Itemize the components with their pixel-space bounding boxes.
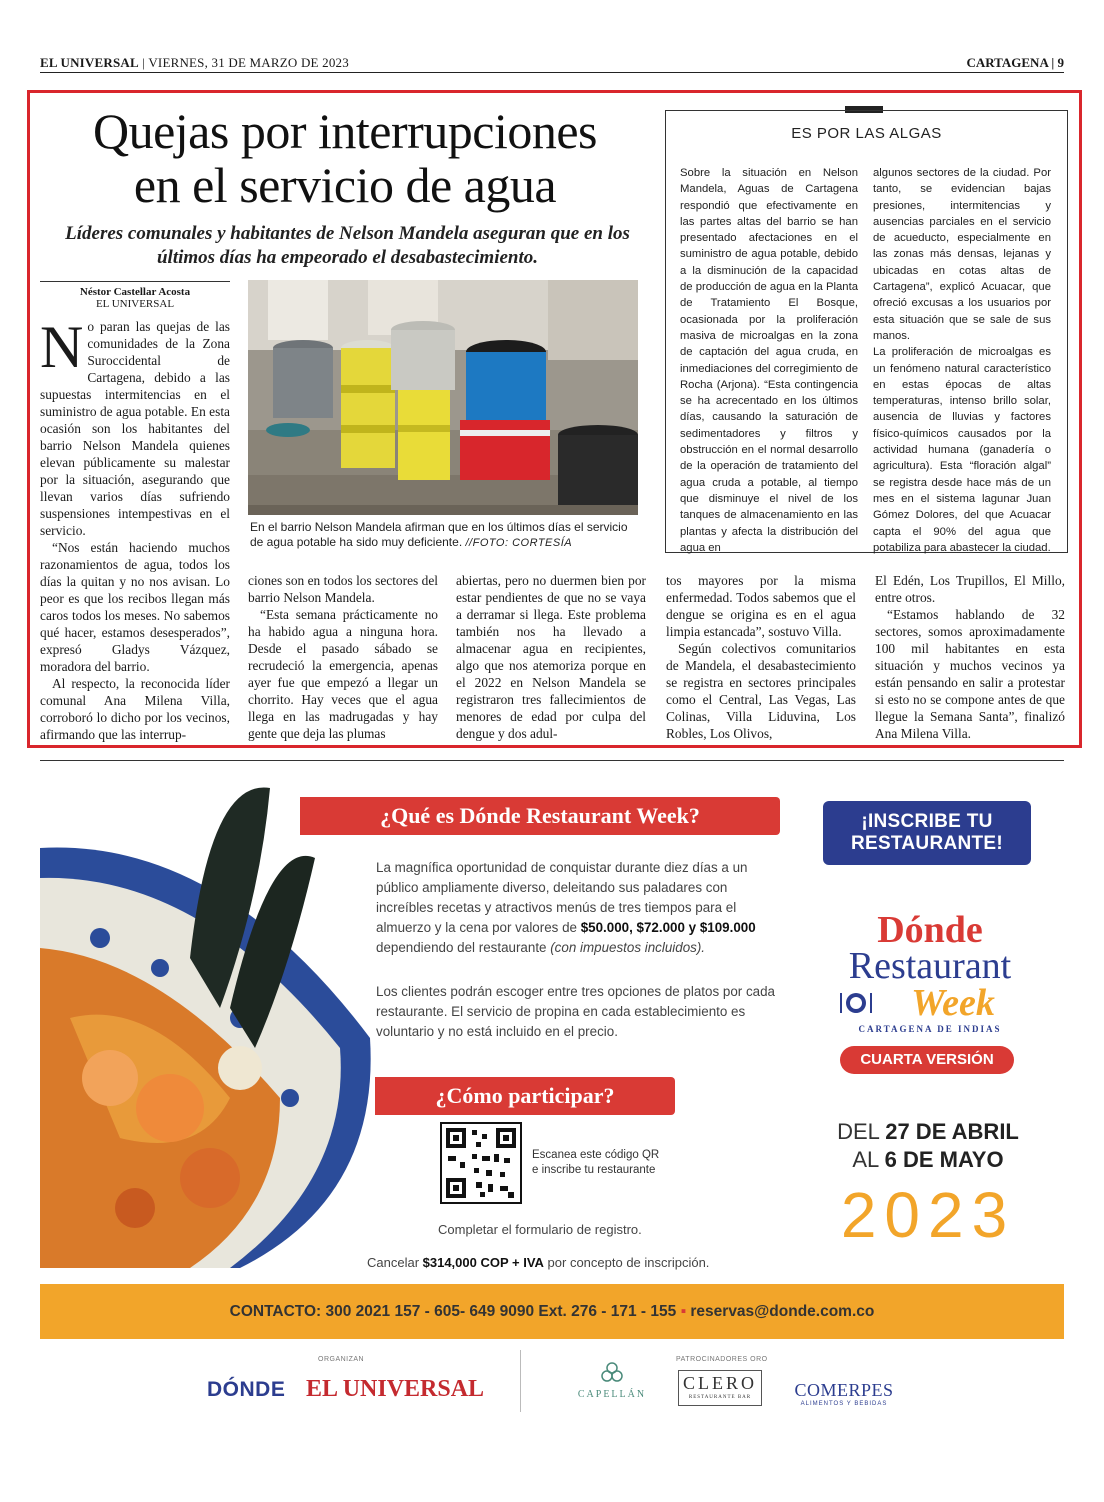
organizers-label: ORGANIZAN bbox=[318, 1356, 365, 1363]
photo-credit: //FOTO: CORTESÍA bbox=[465, 537, 573, 549]
ad-text: por concepto de inscripción. bbox=[543, 1255, 710, 1270]
capellan-emblem-icon bbox=[600, 1360, 624, 1386]
byline bbox=[40, 286, 230, 310]
page-number: 9 bbox=[1057, 55, 1064, 70]
logo-divider bbox=[520, 1350, 521, 1412]
caption-text: En el barrio Nelson Mandela afirman que en los últimos días el servicio de agua potable ha sido muy deficiente. bbox=[250, 520, 628, 549]
contact-phones: 300 2021 157 - 605- 649 9090 Ext. 276 - 171 - 155 bbox=[325, 1303, 677, 1320]
dates-prefix: DEL bbox=[837, 1119, 886, 1144]
cta-line-2: RESTAURANTE! bbox=[850, 833, 1004, 854]
ad-description-2: Los clientes podrán escoger entre tres opciones de platos por cada restaurante. El servicio de propina en cada establecimiento es voluntario y no está incluido en el precio. bbox=[376, 984, 775, 1039]
seafood-plate-illustration bbox=[40, 778, 380, 1268]
plate-cutlery-icon bbox=[838, 990, 874, 1016]
contact-email[interactable]: reservas@donde.com.co bbox=[690, 1303, 875, 1320]
event-dates bbox=[828, 1118, 1028, 1174]
paragraph: Según colectivos comunitarios de Mandela, el desabastecimiento se registra en sectores principales como el Central, Las Vegas, Las Colinas, Villa Liduvina, Los Robles, Los Olivos, bbox=[666, 641, 856, 741]
paragraph: “Esta semana prácticamente no ha habido agua a ninguna hora. Desde el pasado sábado se recrudeció la emergencia, apenas ayer fue que empezó a llegar un chorrito. Hay veces que el agua llega en las madrugadas y hay gente que deja las plumas bbox=[248, 607, 438, 741]
capellan-logo bbox=[570, 1360, 654, 1400]
article-column-1 bbox=[40, 314, 230, 743]
buckets-photo-illustration bbox=[248, 280, 638, 515]
sidebar-column-2 bbox=[873, 165, 1051, 554]
ad-fee-step bbox=[367, 1255, 709, 1270]
paragraph: o paran las quejas de las comunidades de la Zona Suroccidental de Cartagena, debido a las supuestas intermitencias en el suministro de agua potable. En esta ocasión son los habitantes del barrio Nelson Mandela quienes elevan públicamente su malestar por la situación, asegurando que llevan varios días sufriendo suspensiones intempestivas en el servicio. bbox=[40, 319, 230, 538]
comerpes-logo bbox=[788, 1380, 900, 1407]
el-universal-logo: EL UNIVERSAL bbox=[306, 1376, 485, 1402]
dates-end: 6 DE MAYO bbox=[884, 1147, 1004, 1172]
clero-logo bbox=[678, 1370, 762, 1406]
brand-line-2: Restaurant bbox=[848, 945, 1012, 987]
donde-logo: DÓNDE bbox=[207, 1378, 286, 1401]
headline-line-2: en el servicio de agua bbox=[133, 157, 557, 213]
paragraph: ciones son en todos los sectores del barrio Nelson Mandela. bbox=[248, 573, 438, 605]
ad-text: Cancelar bbox=[367, 1255, 423, 1270]
comerpes-sub: ALIMENTOS Y BEBIDAS bbox=[800, 1401, 888, 1407]
ad-description bbox=[376, 858, 786, 958]
clero-name: CLERO bbox=[682, 1373, 757, 1393]
comerpes-name: COMERPES bbox=[794, 1380, 894, 1400]
drop-cap: N bbox=[40, 314, 84, 380]
register-cta-button[interactable] bbox=[823, 801, 1031, 865]
dates-start: 27 DE ABRIL bbox=[885, 1119, 1019, 1144]
ad-prices: $50.000, $72.000 y $109.000 bbox=[580, 920, 756, 935]
sidebar-column-1: Sobre la situación en Nelson Mandela, Aguas de Cartagena respondió que efectivamente en las partes altas del barrio se han presentado afectaciones en el suministro de agua potable, debido a la disminución de la capacidad de producción de agua en la Planta de Tratamiento El Bosque, ocasionada por la proliferación masiva de microalgas en la zona de captación del agua cruda, en inmediaciones del corregimiento de Rocha (Arjona). “Esta contingencia se ha acrecentado en los últimos días, causando la saturación de sedimentadores y filtros y obstrucción en el normal desarrollo de la operación de tratamiento del agua cruda a potable, al tiempo que disminuye el nivel de los tanques de almacenamiento en las plantas y afecta la distribución del agua en bbox=[680, 167, 858, 554]
ad-form-step: Completar el formulario de registro. bbox=[438, 1222, 642, 1237]
paragraph: abiertas, pero no duermen bien por estar pendientes de que no se vaya a derramar si llega. Este problema también nos ha llevado a almacenar agua en recipientes, algo que nos atemoriza porque en el 2022 en Nelson Mandela se registraron tres fallecimientos de menores de edad por culpa del dengue y dos adul- bbox=[456, 573, 646, 741]
article-headline bbox=[40, 104, 650, 212]
paragraph: Al respecto, la reconocida líder comunal Ana Milena Villa, corroboró lo dicho por los vecinos, afirmando que las interrup- bbox=[40, 676, 230, 742]
headline-line-1: Quejas por interrupciones bbox=[92, 103, 597, 159]
qr-line-2: e inscribe tu restaurante bbox=[532, 1164, 656, 1176]
contact-info bbox=[40, 1284, 1064, 1339]
ad-text: La magnífica oportunidad de conquistar durante diez días a un público ampliamente diverso, deleitando sus paladares con increíbles recetas y atractivos menús de tres tiempos para el almuerzo y la cena por valores de bbox=[376, 860, 748, 935]
page-header-right: CARTAGENA | 9 bbox=[966, 55, 1064, 70]
brand-line-1: Dónde bbox=[877, 909, 983, 951]
event-year: 2023 bbox=[840, 1179, 1016, 1251]
article-column-5 bbox=[875, 572, 1065, 744]
ad-tax-note: (con impuestos incluidos). bbox=[550, 940, 706, 955]
ad-food-image bbox=[40, 778, 380, 1268]
page-header-left: EL UNIVERSAL | VIERNES, 31 DE MARZO DE 2023 bbox=[40, 55, 349, 70]
brand-line-4: CARTAGENA DE INDIAS bbox=[858, 1024, 1002, 1034]
ad-subtitle: ¿Cómo participar? bbox=[435, 1083, 615, 1108]
author-rule bbox=[40, 281, 230, 282]
qr-line-1: Escanea este código QR bbox=[532, 1149, 660, 1161]
ad-fee-amount: $314,000 COP + IVA bbox=[422, 1255, 544, 1270]
cta-line-1: ¡INSCRIBE TU bbox=[861, 811, 993, 832]
contact-label: CONTACTO: bbox=[229, 1303, 322, 1320]
sponsors-label: PATROCINADORES ORO bbox=[676, 1356, 768, 1363]
author-name: Néstor Castellar Acosta bbox=[79, 286, 191, 298]
qr-instructions bbox=[532, 1148, 659, 1178]
section-name: CARTAGENA bbox=[966, 55, 1049, 70]
paragraph: El Edén, Los Trupillos, El Millo, entre otros. bbox=[875, 573, 1065, 605]
sidebar-title: ES POR LAS ALGAS bbox=[791, 125, 942, 142]
brand-line-3: Week bbox=[911, 982, 995, 1024]
article-subhead: Líderes comunales y habitantes de Nelson Mandela aseguran que en los últimos días ha empeorado el desabastecimiento. bbox=[65, 223, 630, 268]
article-photo bbox=[248, 280, 638, 515]
version-badge: CUARTA VERSIÓN bbox=[840, 1046, 1014, 1074]
author-outlet: EL UNIVERSAL bbox=[95, 298, 175, 310]
capellan-name: CAPELLÁN bbox=[577, 1389, 647, 1400]
paragraph: “Nos están haciendo muchos razonamientos de agua, todos los días la quitan y no nos avisan. Lo peor es que los recibos llegan más caros todos los meses. No sabemos qué hacer, estamos desesperados”, expresó Gladys Vázquez, moradora del barrio. bbox=[40, 540, 230, 674]
paragraph: La proliferación de microalgas es un fenómeno natural característico en estas épocas de altas temperaturas, intenso brillo solar, ausencia de lluvias y factores físico-químicos causados por la actividad humana (ganadería o agricultura). Esta “floración algal” se registra desde hace más de un mes en el sistema lagunar Juan Gómez Dolores, del que Acuacar capta el 90% del agua que potabiliza para abastecer la ciudad. bbox=[873, 346, 1051, 554]
qr-code-icon bbox=[442, 1124, 520, 1202]
article-column-3 bbox=[456, 572, 646, 744]
issue-date: VIERNES, 31 DE MARZO DE 2023 bbox=[148, 55, 349, 70]
publication-name: EL UNIVERSAL bbox=[40, 55, 139, 70]
clero-sub: RESTAURANTE BAR bbox=[688, 1395, 752, 1400]
ad-text: dependiendo del restaurante bbox=[376, 940, 551, 955]
article-column-2 bbox=[248, 572, 438, 744]
dates-prefix: AL bbox=[852, 1147, 885, 1172]
photo-caption bbox=[250, 520, 642, 551]
qr-code[interactable] bbox=[440, 1122, 522, 1204]
article-column-4 bbox=[666, 572, 856, 744]
paragraph: algunos sectores de la ciudad. Por tanto, se evidencian bajas presiones, intermitencias y ausencias parciales en el servicio de acueducto, especialmente en las zonas más densas, lejanas y ubicadas en cotas altas de Cartagena”, explicó Acuacar, que ofreció excusas a los usuarios por esta situación que se sale de sus manos. bbox=[873, 167, 1051, 342]
contact-separator: ▪ bbox=[680, 1303, 687, 1320]
header-rule bbox=[40, 72, 1064, 73]
paragraph: “Estamos hablando de 32 sectores, somos aproximadamente 100 mil habitantes en esta situación y muchos vecinos ya están pensando en salir a protestar si esto no se compone antes de que llegue la Semana Santa”, finalizó Ana Milena Villa. bbox=[875, 607, 1065, 741]
paragraph: tos mayores por la misma enfermedad. Todos sabemos que el dengue se origina es en el agua limpia estancada”, sostuvo Villa. bbox=[666, 573, 856, 639]
article-bottom-rule bbox=[40, 760, 1064, 761]
ad-title: ¿Qué es Dónde Restaurant Week? bbox=[380, 803, 700, 828]
